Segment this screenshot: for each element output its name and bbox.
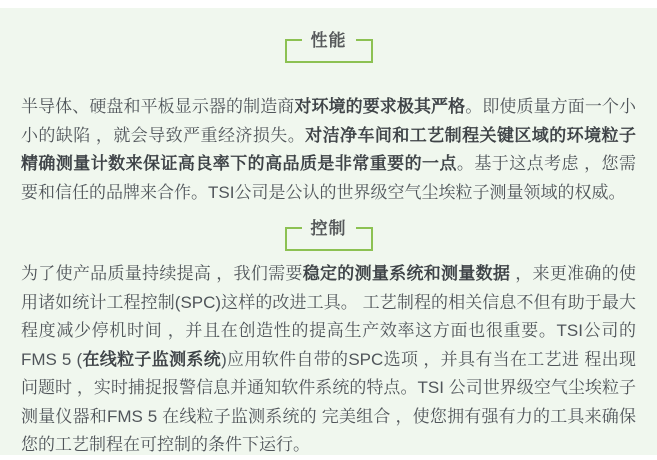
article-page [0,8,657,455]
text-run: ，来更准确的使用诸如统计工程控制(SPC)这样的改进工具。 工艺制程的相关信息不但有助于最大程度减少停机时间 ，并且在创造性的提高生产效率这方面也很重要。TSI公司的FMS 5 ( [21,264,636,369]
section-control [21,219,636,460]
bold-text-run: 稳定的测量系统和测量数据 [302,264,511,283]
bold-text-run: 在线粒子监测系统 [82,349,222,369]
bold-text-run: 对环境的要求极其严格 [294,97,466,116]
text-run: 。基于这点考虑 ，您需要和信任的品牌来合作。TSI公司是公认的世界级空气尘埃粒子测量领域的权威。 [21,154,636,202]
control-paragraph [21,260,636,460]
performance-title: 性能 [302,30,356,52]
performance-paragraph [21,93,636,207]
section-performance [21,31,637,207]
control-title-box [285,219,373,251]
text-run: )应用软件自带的SPC选项 ，并具有当在工艺进 程出现问题时 ，实时捕捉报警信息并通知软件系统的特点。TSI 公司世界级空气尘埃粒子测量仪器和FMS 5 在线粒子监测系统的 完美组合 ，使您拥有强有力的工具来确保您的工艺制程在可控制的条件下运行。 [21,349,636,454]
text-run: 。即使质量方面一个小小的缺陷 ，就会导致严重经济损失。 [21,97,637,145]
text-run: 半导体、硬盘和平板显示器的制造商 [21,97,295,116]
control-title: 控制 [302,218,356,240]
text-run: 为了使产品质量持续提高 ，我们需要 [21,264,303,283]
bold-text-run: 对洁净车间和工艺制程关键区域的环境粒子精确测量计数来保证高良率下的高品质是非常重要的一点 [21,125,636,173]
performance-title-box [285,31,373,63]
